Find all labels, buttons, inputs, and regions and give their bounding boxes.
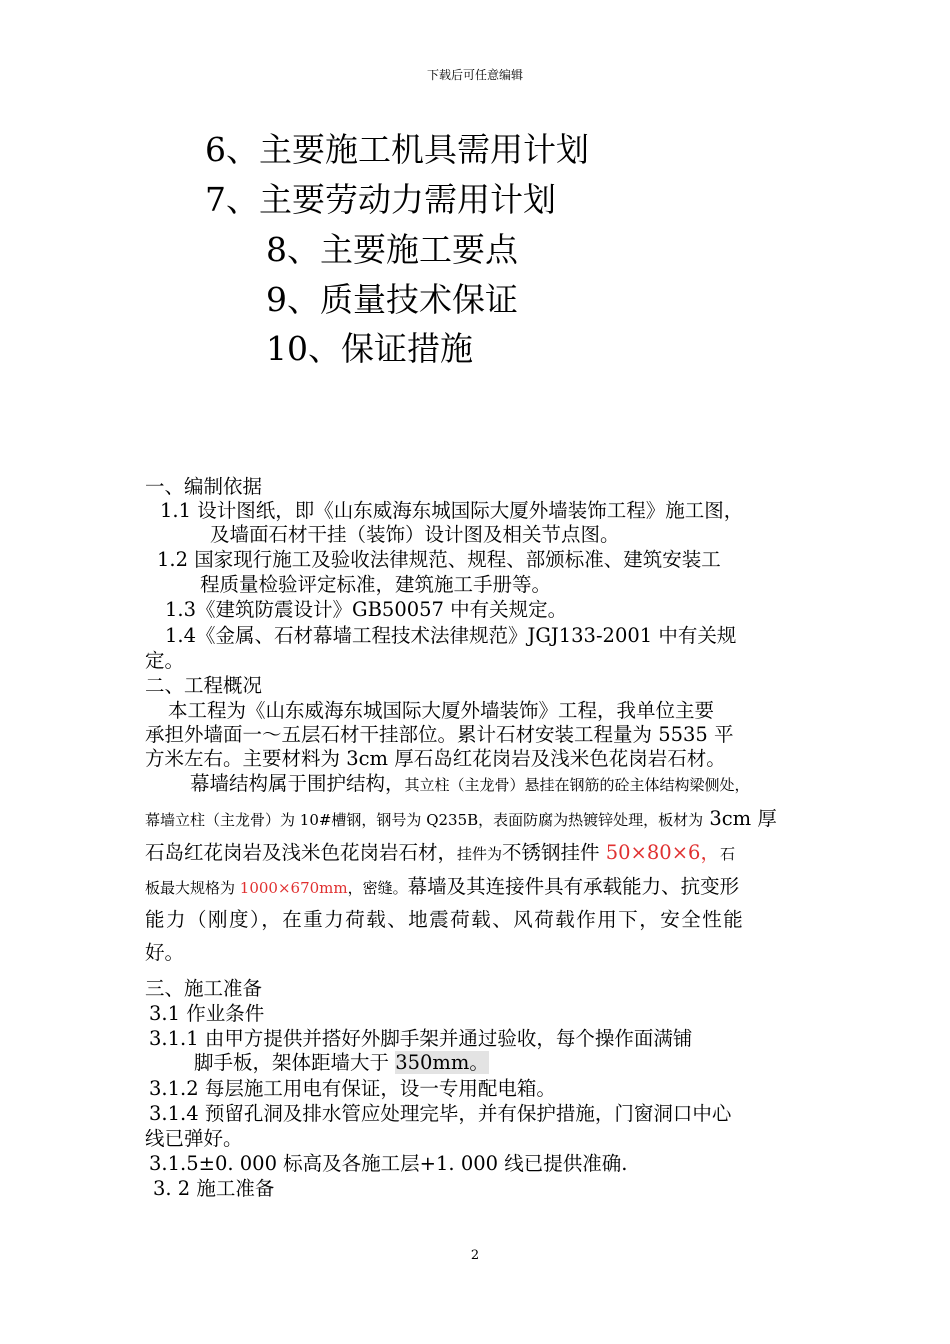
structure-line3 [145, 840, 735, 867]
structure-line1-small: 其立柱（主龙骨）悬挂在钢筋的砼主体结构梁侧处， [404, 776, 750, 794]
overview-line3: 方米左右。主要材料为 3cm 厚石岛红花岗岩及浅米色花岗岩石材。 [145, 747, 726, 770]
structure-line4-small2: ，密缝。 [347, 879, 408, 897]
toc-item-7: 7、主要劳动力需用计划 [205, 180, 556, 219]
para-3-1-1-line2-text: 脚手板，架体距墙大于 [194, 1051, 396, 1074]
structure-line1-main: 幕墙结构属于围护结构， [190, 772, 405, 795]
structure-line5: 能力（刚度），在重力荷载、地震荷载、风荷载作用下，安全性能 [145, 908, 745, 931]
structure-line4 [145, 874, 739, 901]
para-3-1: 3.1 作业条件 [149, 1002, 265, 1025]
structure-line2 [145, 806, 777, 833]
para-1-1-line2: 及墙面石材干挂（装饰）设计图及相关节点图。 [210, 523, 620, 546]
structure-line2-small: 幕墙立柱（主龙骨）为 10#槽钢，钢号为 Q235B，表面防腐为热镀锌处理，板材为 [145, 811, 704, 829]
toc-item-10: 10、保证措施 [266, 329, 473, 368]
para-1-1-line1: 1.1 设计图纸，即《山东威海东城国际大厦外墙装饰工程》施工图， [160, 499, 744, 522]
overview-line1: 本工程为《山东威海东城国际大厦外墙装饰》工程，我单位主要 [168, 699, 715, 722]
para-3-1-2: 3.1.2 每层施工用电有保证，设一专用配电箱。 [149, 1077, 556, 1100]
toc-item-8: 8、主要施工要点 [266, 230, 518, 269]
para-3-2: 3. 2 施工准备 [153, 1177, 275, 1200]
section-2-title: 二、工程概况 [145, 674, 263, 697]
page-number: 2 [470, 1248, 480, 1263]
hanger-spec: 50×80×6， [605, 841, 720, 864]
highlighted-distance: 350mm。 [395, 1051, 489, 1074]
structure-line4-main: 幕墙及其连接件具有承载能力、抗变形 [407, 875, 740, 898]
structure-line2-main: 3cm 厚 [703, 807, 777, 830]
structure-line3-small: 挂件为 [457, 845, 503, 863]
para-1-2-line1: 1.2 国家现行施工及验收法律规范、规程、部颁标准、建筑安装工 [157, 548, 721, 571]
toc-item-9: 9、质量技术保证 [266, 280, 518, 319]
section-1-title: 一、编制依据 [145, 475, 263, 498]
structure-line3-main: 石岛红花岗岩及浅米色花岗岩石材， [145, 841, 458, 864]
structure-line3-main2: 不锈钢挂件 [502, 841, 606, 864]
para-3-1-4-line1: 3.1.4 预留孔洞及排水管应处理完毕，并有保护措施，门窗洞口中心 [149, 1102, 732, 1125]
structure-line6: 好。 [145, 941, 185, 964]
toc-item-6: 6、主要施工机具需用计划 [205, 130, 589, 169]
structure-line4-small: 板最大规格为 [145, 879, 240, 897]
panel-size-spec: 1000×670mm [239, 879, 348, 897]
structure-line1 [190, 771, 750, 798]
structure-line3-small2: 石 [719, 845, 735, 863]
para-3-1-5: 3.1.5±0. 000 标高及各施工层+1. 000 线已提供准确. [149, 1152, 628, 1175]
section-3-title: 三、施工准备 [145, 977, 263, 1000]
para-1-3: 1.3《建筑防震设计》GB50057 中有关规定。 [165, 598, 568, 621]
para-1-4-line1: 1.4《金属、石材幕墙工程技术法律规范》JGJ133-2001 中有关规 [165, 624, 737, 647]
para-1-2-line2: 程质量检验评定标准，建筑施工手册等。 [200, 573, 552, 596]
para-3-1-1-line2 [194, 1050, 489, 1076]
para-1-4-line2: 定。 [145, 649, 185, 672]
overview-line2: 承担外墙面一～五层石材干挂部位。累计石材安装工程量为 5535 平 [145, 723, 734, 746]
para-3-1-4-line2: 线已弹好。 [145, 1127, 243, 1150]
para-3-1-1-line1: 3.1.1 由甲方提供并搭好外脚手架并通过验收，每个操作面满铺 [149, 1027, 693, 1050]
page-header: 下载后可任意编辑 [426, 68, 523, 82]
